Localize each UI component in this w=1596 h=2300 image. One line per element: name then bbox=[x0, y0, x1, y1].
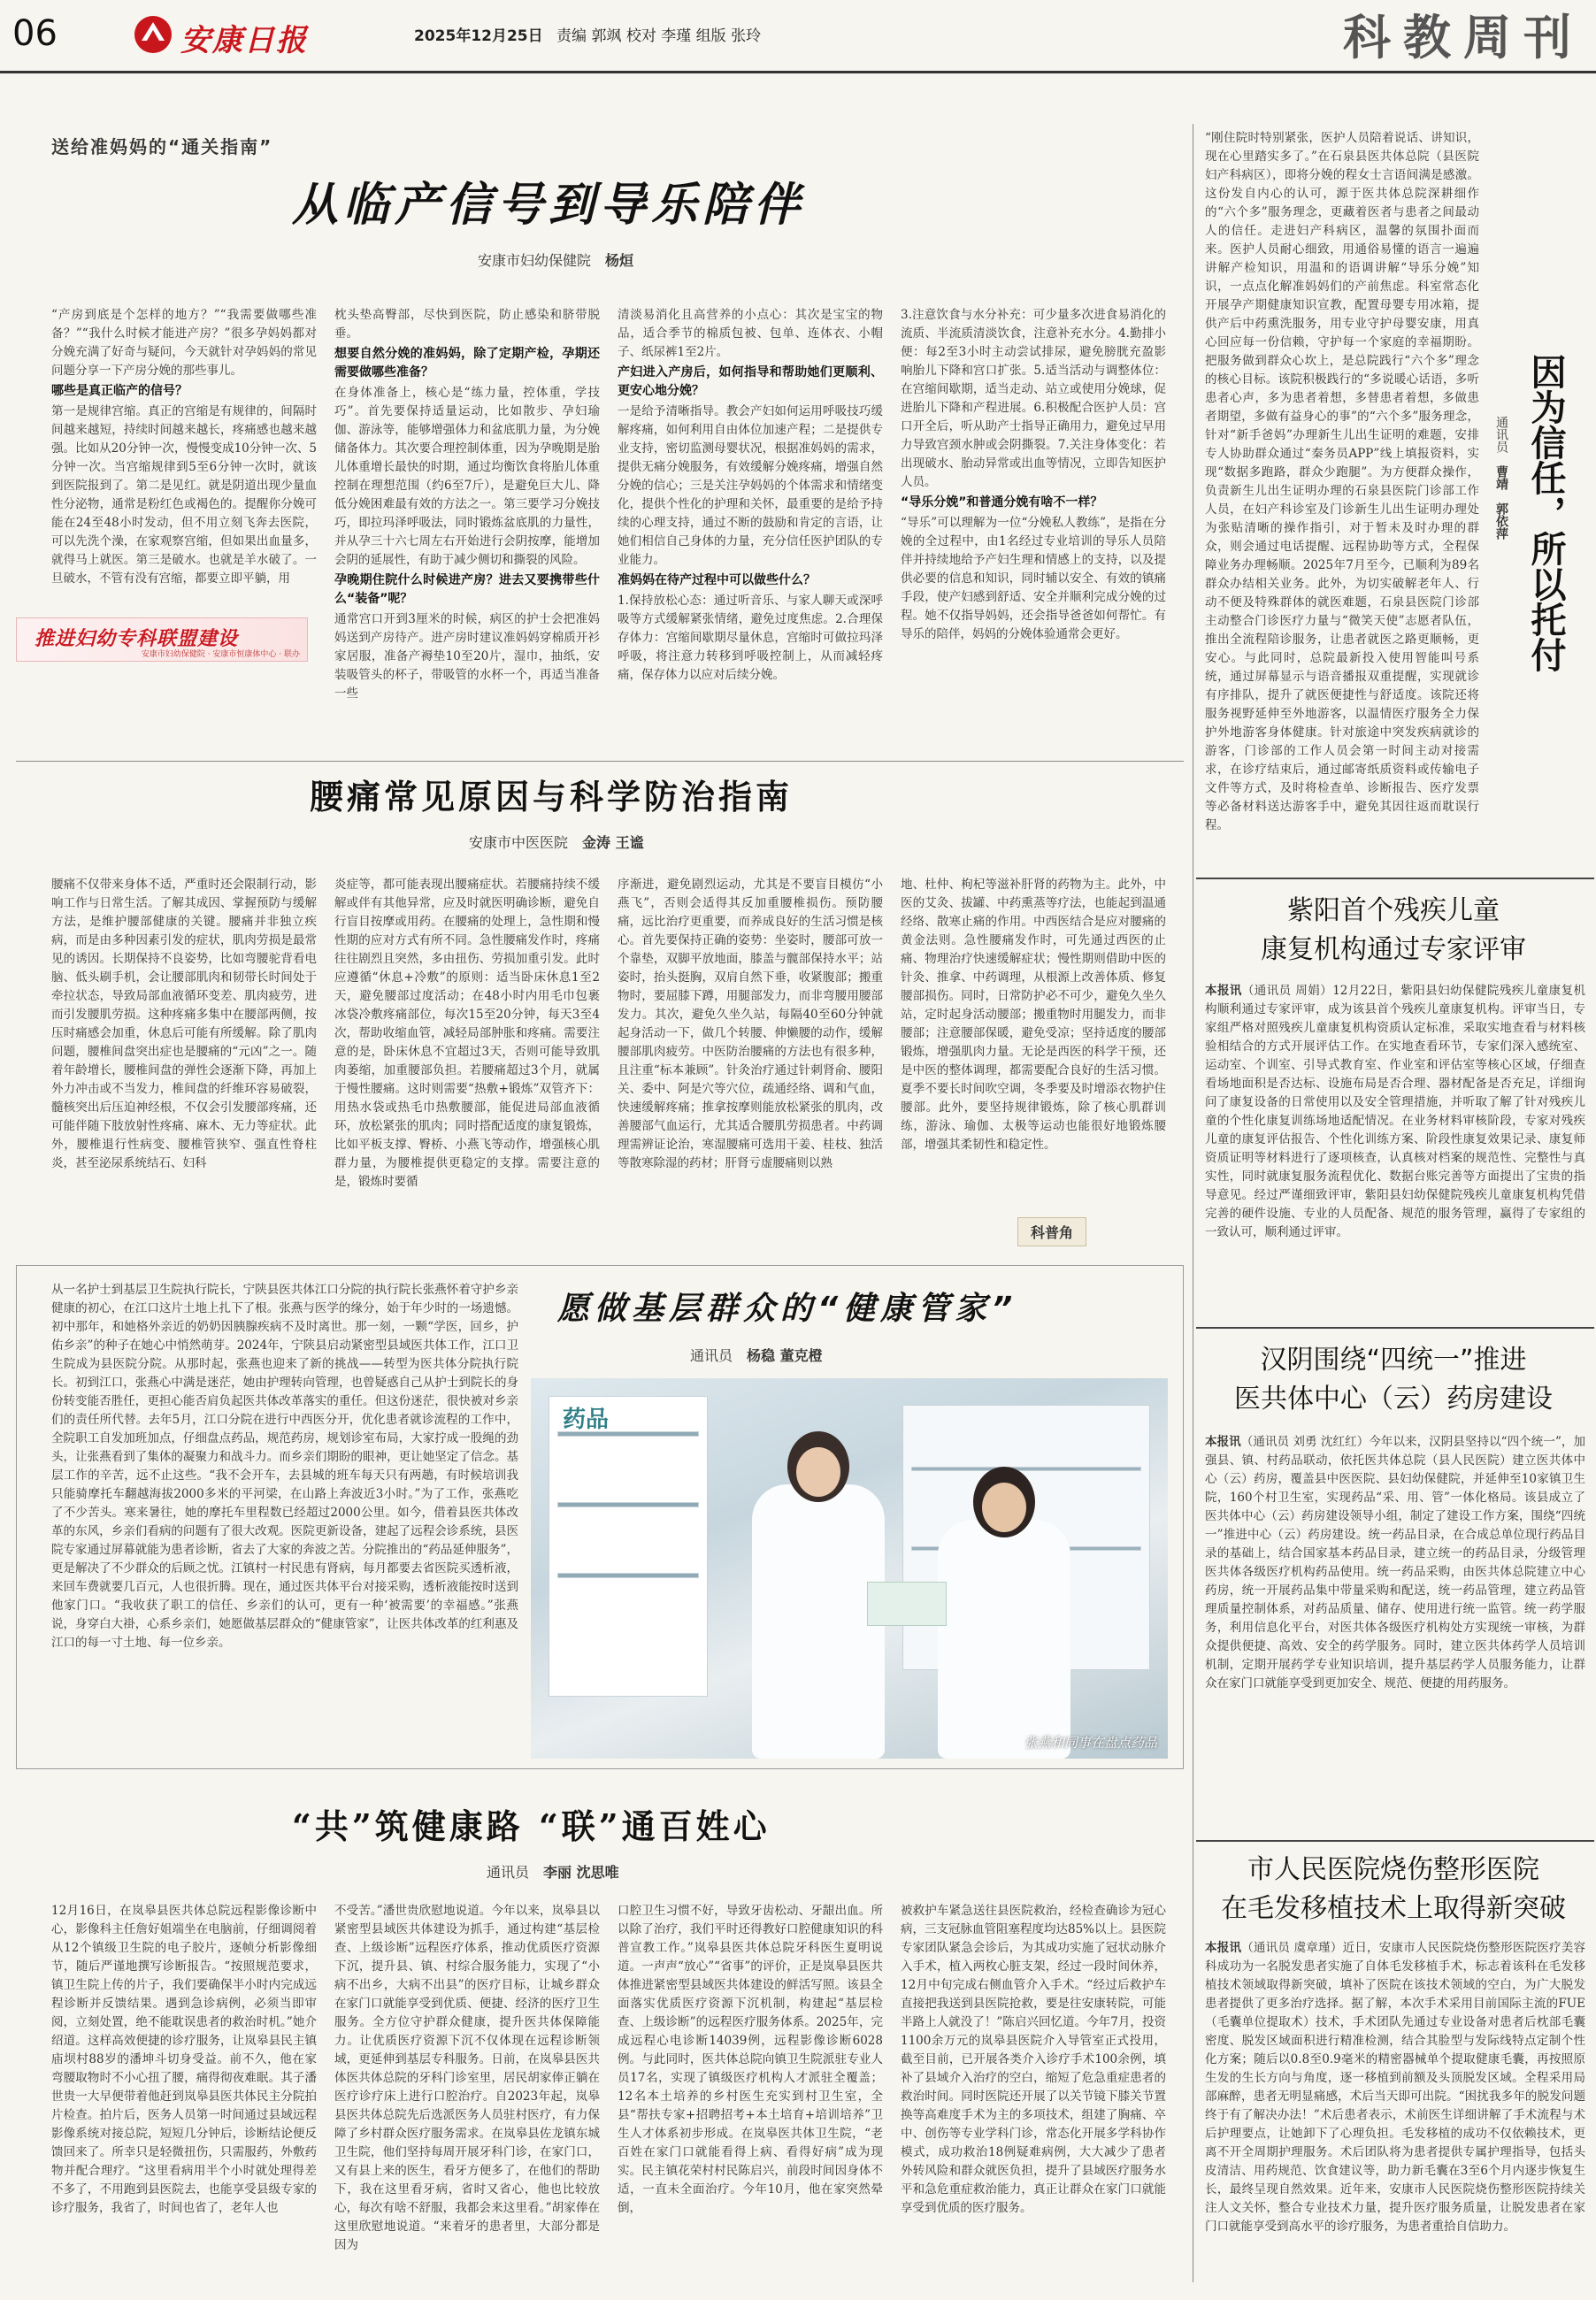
issue-date: 2025年12月25日 bbox=[414, 27, 543, 45]
article2-col1: 腰痛不仅带来身体不适，严重时还会限制行动，影响工作与日常生活。了解其成因、掌握预防与缓解方法，是维护腰部健康的关键。腰痛并非独立疾病，而是由多种因素引发的症状，肌肉劳损是最常见的诱因。长期保持不良姿势，比如弯腰驼背看电脑、低头刷手机，会让腰部肌肉和韧带长时间处于牵拉状态，导致局部血液循环变差、肌肉疲劳，进而引发腰肌劳损。这种疼痛多集中在腰部两侧，按压时痛感会加重，休息后可能有所缓解。除了肌肉问题，腰椎间盘突出症也是腰痛的“元凶”之一。随着年龄增长，腰椎间盘的弹性会逐渐下降，再加上外力冲击或不当发力，椎间盘的纤维环容易破裂，髓核突出后压迫神经根，不仅会引发腰部疼痛，还可能伴随下肢放射性疼痛、麻木、无力等症状。此外，腰椎退行性病变、腰椎管狭窄、强直性脊柱炎，甚至泌尿系统结石、妇科 bbox=[51, 878, 317, 1170]
sidebar4-title: 市人民医院烧伤整形医院 在毛发移植技术上取得新突破 bbox=[1221, 1854, 1566, 1924]
header-meta bbox=[414, 23, 761, 45]
article4-byline: 通讯员 李丽 沈思唯 bbox=[487, 1864, 619, 1881]
article4-col1: 12月16日，在岚皋县医共体总院远程影像诊断中心，影像科主任詹好姐端坐在电脑前，仔细调阅着从12个镇级卫生院的电子胶片，逐帧分析影像细节，随后严谨地撰写诊断报告。“按照规范要求，镇卫生院上传的片子，我们要确保半小时内完成远程诊断并反馈结果。遇到急诊病例，必须当即审阅，立刻处置，绝不能耽误患者的救治时机。”她介绍道。这样高效便捷的诊疗服务，让岚皋县民主镇庙坝村88岁的潘坤斗切身受益。前不久，他在家弯腰取物时不小心扭了腰，痛得彻夜难眠。其子潘世贵一大早便带着他赶到岚皋县医共体民主分院拍片检查。拍片后，医务人员第一时间通过县域远程影像系统对接总院，短短几分钟后，诊断结论便反馈回来了。所幸只是轻微扭伤，只需服药，外敷药物并配合理疗。“这里看病用半个小时就处理得差不多了，不用跑到县医院去，也能享受县级专家的诊疗服务，我省了，时间也省了，老年人也 bbox=[51, 1904, 317, 2215]
article1-byline: 安康市妇幼保健院 杨烜 bbox=[478, 252, 634, 269]
sidebar4-body: 本报讯（通讯员 虞章瑾）近日，安康市人民医院烧伤整形医院医疗美容科成功为一名脱发患者实施了自体毛发移植手术，标志着该科在毛发移植技术领域取得新突破，填补了医院在该技术领域的空白，为广大脱发患者提供了更多治疗选择。据了解，本次手术采用目前国际主流的FUE（毛囊单位提取术）技术，手术团队先通过专业设备对患者后枕部毛囊密度、脱发区域面积进行精准检测，结合其脸型与发际线特点定制个性化方案；随后以0.8至0.9毫米的精密器械单个提取健康毛囊，再按照原生发的生长方向与角度，逐一移植到前额及头顶脱发区域。全程采用局部麻醉，患者无明显痛感，术后当天即可出院。“困扰我多年的脱发问题终于有了解决办法！”术后患者表示，术前医生详细讲解了手术流程与术后护理要点，让她卸下了心理负担。毛发移植的成功不仅依赖技术，更离不开全周期护理服务。术后团队将为患者提供专属护理指导，包括头皮清洁、用药规范、饮食建议等，助力新毛囊在3至6个月内逐步恢复生长，最终呈现自然效果。近年来，安康市人民医院烧伤整形医院持续关注人文关怀，整合专业技术力量，提升医疗服务质量，让脱发患者在家门口就能享受到高水平的诊疗服务，为患者重拾自信助力。 bbox=[1205, 1941, 1586, 2234]
article2-title: 腰痛常见原因与科学防治指南 bbox=[310, 777, 794, 816]
sidebar2-bottom-rule bbox=[1196, 1327, 1594, 1329]
sidebar3-bottom-rule bbox=[1196, 1840, 1594, 1842]
article1-title: 从临产信号到导乐陪伴 bbox=[292, 179, 806, 232]
page-number: 06 bbox=[12, 13, 58, 54]
sidebar3-title: 汉阴围绕“四统一”推进 医共体中心（云）药房建设 bbox=[1234, 1345, 1553, 1414]
editors: 责编 郭飒 校对 李瑾 组版 张玲 bbox=[556, 27, 762, 45]
sidebar1-body: “刚住院时特别紧张，医护人员陪着说话、讲知识，现在心里踏实多了。”在石泉县医共体总院（县医院妇产科病区），即将分娩的程女士言语间满是感激。这份发自内心的认可，源于医共体总院深耕细作的“六个多”服务理念，更藏着医者与患者之间最动人的信任。走进妇产科病区，温馨的氛围扑面而来。医护人员耐心细致，用通俗易懂的语言一遍遍讲解产检知识，用温和的语调讲解“导乐分娩”知识，一点点化解准妈妈们的产前焦虑。科室常态化开展孕产期健康知识宣教，配置母婴专用冰箱，提供产后中药熏洗服务，用专业守护母婴安康，用真心回应每一份信赖，守护每一个家庭的幸福期盼。把服务做到群众心坎上，是总院践行“六个多”理念的核心目标。该院积极践行的“多说暖心话语，多听患者心声，多为患者着想，多替患者着想，多做患者期望，多做有益身心的事”的“六个多”服务理念，针对“新手爸妈”办理新生儿出生证明的难题，安排专人协助群众通过“秦务员APP”线上填报资料，实现“数据多跑路，群众少跑腿”。为方便群众操作，负责新生儿出生证明办理的石泉县医院门诊部工作人员，在妇产科诊室及门诊新生儿出生证明办理处为张贴清晰的操作指引，对于暂未及时办理的群众，则会通过电话提醒、远程协助等方式，全程保障业务办理畅顺。2025年7月至今，已顺利为89名群众办结相关业务。此外，为切实破解老年人、行动不便及特殊群体的就医难题，石泉县医院门诊部主动整合门诊医疗力量与“微笑天使”志愿者队伍，推出全流程陪诊服务，让患者就医之路更顺畅，更安心。与此同时，总院最新投入使用智能叫号系统，通过屏幕显示与语音播报双重提醒，实现就诊有序排队，提升了就医便捷性与舒适度。该院还将服务视野延伸至外地游客，以温情医疗服务全力保护外地游客身体健康。针对旅途中突发疾病就诊的游客，门诊部的工作人员会第一时间主动对接需求，在诊疗结束后，通过邮寄纸质资料或传输电子文件等方式，及时将检查单、诊断报告、医疗发票等必备材料送达游客手中，避免其因往返而耽误行程。 bbox=[1205, 131, 1479, 832]
pharmacy-sign: 药品 bbox=[563, 1407, 610, 1433]
masthead-emblem-icon bbox=[133, 14, 173, 55]
article2-col2: 炎症等，都可能表现出腰痛症状。若腰痛持续不缓解或伴有其他异常，应及时就医明确诊断，避免自行盲目按摩或用药。在腰痛的处理上，急性期和慢性期的应对方式有所不同。急性腰痛发作时，疼痛往往剧烈且突然，多由扭伤、劳损加重引发。此时应遵循“休息+冷敷”的原则：适当卧床休息1至2天，避免腰部过度活动；在48小时内用毛巾包裹冰袋冷敷疼痛部位，每次15至20分钟，每天3至4次，帮助收缩血管，减轻局部肿胀和疼痛。需要注意的是，卧床休息不宜超过3天，否则可能导致肌肉萎缩，加重腰部负担。若腰痛超过3个月，就属于慢性腰痛。这时则需要“热敷+锻炼”双管齐下：用热水袋或热毛巾热敷腰部，能促进局部血液循环，放松紧张的肌肉；同时搭配适度的康复锻炼，比如平板支撑、臀桥、小燕飞等动作，增强核心肌群力量，为腰椎提供更稳定的支撑。需要注意的是，锻炼时要循 bbox=[334, 878, 600, 1189]
article1-kicker: 送给准妈妈的“通关指南” bbox=[51, 136, 273, 157]
article2-col3: 序渐进，避免剧烈运动，尤其是不要盲目模仿“小燕飞”，否则会适得其反加重腰椎损伤。预防腰痛，远比治疗更重要，而养成良好的生活习惯是核心。首先要保持正确的姿势：坐姿时，腰部可放一个靠垫，双脚平放地面，膝盖与髋部保持水平；站姿时，抬头挺胸，双肩自然下垂，收紧腹部；搬重物时，要屈膝下蹲，用腿部发力，而非弯腰用腰部发力。其次，避免久坐久站，每隔40至60分钟就起身活动一下，做几个转腰、伸懒腰的动作，缓解腰部肌肉疲劳。中医防治腰痛的方法也有很多种，且注重“标本兼顾”。针灸治疗通过针刺肾俞、腰阳关、委中、阿是穴等穴位，疏通经络、调和气血，快速缓解疼痛；推拿按摩则能放松紧张的肌肉，改善腰部气血运行，尤其适合腰肌劳损患者。中药调理需辨证论治，寒湿腰痛可选用干姜、桂枝、独活等散寒除湿的药材；肝肾亏虚腰痛则以熟 bbox=[618, 878, 883, 1170]
article3-title: 愿做基层群众的“健康管家” bbox=[557, 1291, 1018, 1327]
article2-tag: 科普角 bbox=[1017, 1217, 1086, 1246]
paper-logo bbox=[133, 14, 327, 58]
sidebar2-body: 本报讯（通讯员 周娟）12月22日，紫阳县妇幼保健院残疾儿童康复机构顺利通过专家评审，成为该县首个残疾儿童康复机构。评审当日，专家组严格对照残疾儿童康复机构资质认定标准，采取实地查看与材料核验相结合的方式开展评估工作。在实地查看环节，专家们深入感统室、运动室、个训室、引导式教育室、作业室和评估室等核心区域，仔细查看场地面积是否达标、设施布局是否合理、器材配备是否充足，详细询问了康复设备的日常使用以及安全管理措施，并听取了解了针对残疾儿童的个性化康复训练场地适配情况。在业务材料审核阶段，专家对残疾儿童的康复评估报告、个性化训练方案、阶段性康复效果记录、康复师资质证明等材料进行了逐项核查，认真核对档案的规范性、完整性与真实性，同时就康复服务流程优化、数据台账完善等方面提出了宝贵的指导意见。经过严谨细致评审，紫阳县妇幼保健院残疾儿童康复机构凭借完善的硬件设施、专业的人员配备、规范的服务管理，赢得了专家组的一致认可，顺利通过评审。 bbox=[1205, 984, 1586, 1239]
sidebar3-body: 本报讯（通讯员 刘勇 沈红红）今年以来，汉阴县坚持以“四个统一”，加强县、镇、村药品联动，依托医共体总院（县人民医院）建立医共体中心（云）药房，覆盖县中医医院、县妇幼保健院，并延伸至10家镇卫生院，160个村卫生室，实现药品“采、用、管”一体化格局。该县成立了医共体中心（云）药房建设领导小组，制定了建设工作方案，围绕“四统一”推进中心（云）药房建设。统一药品目录，在合成总单位现行药品目录的基础上，结合国家基本药品目录，建立统一的药品目录，分级管理医共体各级医疗机构药品使用。统一药品采购，由医共体总院建立中心药房，统一开展药品集中带量采购和配送，统一药品管理，建立药品管理质量控制体系，对药品质量、储存、使用进行统一监管。统一药学服务，利用信息化平台，对医共体各级医疗机构处方实现统一审核，为群众提供便捷、高效、安全的药学服务。同时，建立医共体药学人员培训机制，定期开展药学专业知识培训，提升基层药学人员服务能力，让群众在家门口就能享受到更加安全、规范、便捷的用药服务。 bbox=[1205, 1435, 1585, 1690]
article3-body: 从一名护士到基层卫生院执行院长，宁陕县医共体江口分院的执行院长张燕怀着守护乡亲健康的初心，在江口这片土地上扎下了根。张燕与医学的缘分，始于年少时的一场遗憾。初中那年，和她格外亲近的奶奶因胰腺疾病不及时离世。那一刻，一颗“学医，回乡，护佑乡亲”的种子在她心中悄然萌芽。2024年，宁陕县启动紧密型县域医共体工作，江口卫生院成为县医院分院。从那时起，张燕也迎来了新的挑战——转型为医共体分院执行院长。初到江口，张燕心中满是迷茫，她由护理转向管理，也曾疑惑自己从护士到院长的身份转变能否胜任，更担心能否肩负起医共体改革落实的重任。但这份迷茫，很快被对乡亲们的责任所代替。去年5月，江口分院在进行中西医分开，优化患者就诊流程的工作中，全院职工自发加班加点，仔细盘点药品，规范药房，规划诊室布局，大家拧成一股绳的劲头，让张燕看到了集体的凝聚力和战斗力。而乡亲们期盼的眼神，更让她坚定了信念。基层工作的辛苦，远不止这些。“我不会开车，去县城的班车每天只有两趟，有时候培训我只能骑摩托车翻越海拔2000多米的平河梁，在山路上奔波近3小时。”为了工作，张燕吃了不少苦头。寒来暑往，她的摩托车里程数已经超过2000公里。如今，借着县医共体改革的东风，乡亲们看病的问题有了很大改观。医院更新设备，建起了远程会诊系统，县医院专家通过屏幕就能为患者诊断，省去了大家的奔波之苦。分院推出的“药品延伸服务”，更是解决了不少群众的后顾之忧。江镇村一村民患有肾病，每月都要去省医院买透析液，来回车费就要几百元，人也很折腾。现在，通过医共体平台对接采购，透析液能按时送到他家门口。“我收获了职工的信任、乡亲们的认可，更有一种‘被需要’的幸福感。”张燕说，身穿白大褂，心系乡亲们，她愿做基层群众的“健康管家”，让医共体改革的红利惠及江口的每一寸土地、每一位乡亲。 bbox=[51, 1283, 518, 1650]
article1-col3: 清淡易消化且高营养的小点心：其次是宝宝的物品，适合季节的棉质包被、包单、连体衣、小帽子、纸尿裤1至2片。 产妇进入产房后，如何指导和帮助她们更顺利、更安心地分娩？ 一是给予清晰指导。教会产妇如何运用呼吸技巧缓解疼痛，如何利用自由体位加速产程；二是提供专业支持，密切监测母婴状况，根据准妈妈的需求，提供无痛分娩服务，有效缓解分娩疼痛，增强自然分娩的信心；三是关注孕妈妈的个体需求和情绪变化，提供个性化的护理和关怀，最重要的是给予持续的心理支持，通过不断的鼓励和肯定的言语，让她们相信自己身体的力量，充分信任医护团队的专业能力。 准妈妈在待产过程中可以做些什么？ 1.保持放松心态：通过听音乐、与家人聊天或深呼吸等方式缓解紧张情绪，避免过度焦虑。2.合理保存体力：宫缩间歇期尽量休息，宫缩时可做拉玛泽呼吸，将注意力转移到呼吸控制上，从而减轻疼痛，保存体力以应对后续分娩。 bbox=[618, 308, 883, 682]
article3-byline: 通讯员 杨稳 董克橙 bbox=[690, 1347, 823, 1364]
sidebar2-title: 紫阳首个残疾儿童 康复机构通过专家评审 bbox=[1261, 895, 1526, 965]
photo-caption: 张燕和同事在盘点药品 bbox=[1024, 1735, 1157, 1751]
sidebar1-title: 因为信任，所以托付 bbox=[1525, 354, 1566, 672]
article2-col4: 地、杜仲、枸杞等滋补肝肾的药物为主。此外，中医的艾灸、拔罐、中药熏蒸等疗法，也能起到温通经络、散寒止痛的作用。中西医结合是应对腰痛的黄金法则。急性腰痛发作时，可先通过西医的止痛、物理治疗快速缓解症状；慢性期则借助中医的针灸、推拿、中药调理，从根源上改善体质、修复腰部损伤。同时，日常防护必不可少，避免久坐久站，定时起身活动腰部；搬重物时用腿发力，而非腰部；注意腰部保暖，避免受凉；坚持适度的腰部锻炼，增强肌肉力量。无论是西医的科学干预，还是中医的整体调理，都需要配合良好的生活习惯。夏季不要长时间吹空调，冬季要及时增添衣物护住腰部。此外，要坚持规律锻炼，除了核心肌群训练，游泳、瑜伽、太极等运动也能很好地锻炼腰部，增强其柔韧性和稳定性。 bbox=[901, 878, 1166, 1152]
paper-name: 安康日报 bbox=[180, 23, 308, 58]
article4-title: “共”筑健康路 “联”通百姓心 bbox=[292, 1806, 771, 1846]
header-rule bbox=[0, 71, 1596, 73]
article1-col1: “产房到底是个怎样的地方？”“我需要做哪些准备？”“我什么时候才能进产房？”很多孕妈妈都对分娩充满了好奇与疑问，今天就针对孕妈妈的常见问题分享一下产房分娩的那些事儿。 哪些是真正临产的信号？ 第一是规律宫缩。真正的宫缩是有规律的，间隔时间越来越短，持续时间越来越长，疼痛感也越来越强。比如从20分钟一次，慢慢变成10分钟一次、5分钟一次。当宫缩规律到5至6分钟一次时，就该到医院报到了。第二是见红。就是阴道出现少量血性分泌物，通常是粉红色或褐色的。提醒你分娩可能在24至48小时发动，但不用立刻飞奔去医院，可以先洗个澡，在家观察宫缩，但如果出血量多，就得马上就医。第三是破水。也就是羊水破了。一旦破水，不管有没有宫缩，都要立即平躺，用 bbox=[51, 308, 317, 586]
promo-banner-title: 推进妇幼专科联盟建设 bbox=[35, 628, 239, 650]
article1-col2: 枕头垫高臀部，尽快到医院，防止感染和脐带脱垂。 想要自然分娩的准妈妈，除了定期产检，孕期还需要做哪些准备？ 在身体准备上，核心是“练力量，控体重，学技巧”。首先要保持适量运动，比如散步、孕妇瑜伽、游泳等，能够增强体力和盆底肌力量，为分娩储备体力。其次要合理控制体重，因为孕晚期是胎儿体重增长最快的时期，通过均衡饮食将胎儿体重控制在理想范围（约6至7斤），是避免巨大儿、降低分娩困难最有效的方法之一。第三要学习分娩技巧，即拉玛泽呼吸法，同时锻炼盆底肌的力量性，并从孕三十六七周左右开始进行会阴按摩，能增加会阴的延展性，有助于减少侧切和撕裂的风险。 孕晚期住院什么时候进产房？进去又要携带些什么“装备”呢？ 通常宫口开到3厘米的时候，病区的护士会把准妈妈送到产房待产。进产房时建议准妈妈穿棉质开衫家居服，准备产褥垫10至20片，湿巾，抽纸，安装吸管头的杯子，带吸管的水杯一个，再适当准备一些 bbox=[334, 308, 600, 701]
article4-col4: 被救护车紧急送往县医院救治，经检查确诊为冠心病，三支冠脉血管阻塞程度均达85%以上。县医院专家团队紧急会诊后，为其成功实施了冠状动脉介入手术，植入两枚心脏支架，经过一段时间休养，12月中旬完成右侧血管介入手术。“经过后救护车直接把我送到县医院抢救，要是往安康转院，可能半路上人就没了！”陈启兴回忆道。今年7月，投资1100余万元的岚皋县医院介入导管室正式投用，截至目前，已开展各类介入诊疗手术100余例，填补了县域介入治疗的空白，缩短了危急重症患者的救治时间。同时医院还开展了以关节镜下膝关节置换等高难度手术为主的多项技术，组建了胸痛、卒中、创伤等专业学科门诊，常态化开展多学科协作模式，成功救治18例疑难病例，大大减少了患者外转风险和群众就医负担，提升了县域医疗服务水平和急危重症救治能力，真正让群众在家门口就能享受到优质的医疗服务。 bbox=[901, 1904, 1167, 2215]
article1-bottom-rule bbox=[16, 761, 1184, 762]
promo-banner-sub: 安康市妇幼保健院 · 安康市恒康体中心 · 联办 bbox=[141, 650, 300, 659]
article1-col4: 3.注意饮食与水分补充：可少量多次进食易消化的流质、半流质清淡饮食，注意补充水分。4.勤排小便：每2至3小时主动尝试排尿，避免膀胱充盈影响胎儿下降和宫口扩张。5.适当活动与调整体位：在宫缩间歇期，适当走动、站立或使用分娩球，促进胎儿下降和产程进展。6.积极配合医护人员：宫口开全后，听从助产士指导正确用力，避免过早用力导致宫颈水肿或会阴撕裂。7.关注身体变化：若出现破水、胎动异常或出血等情况，立即告知医护人员。 “导乐分娩”和普通分娩有啥不一样？ “导乐”可以理解为一位“分娩私人教练”，是指在分娩的全过程中，由1名经过专业培训的导乐人员陪伴并持续地给予产妇生理和情感上的支持，以及提供必要的信息和知识，同时辅以安全、有效的镇痛手段，使产妇感到舒适、安全并顺利完成分娩的过程。她不仅指导妈妈，还会指导爸爸如何帮忙。有导乐的陪伴，妈妈的分娩体验通常会更好。 bbox=[901, 308, 1166, 641]
article2-byline: 安康市中医医院 金涛 王谧 bbox=[469, 834, 644, 851]
sidebar1-bottom-rule bbox=[1196, 878, 1594, 879]
section-title: 科教周刊 bbox=[1343, 9, 1584, 65]
article4-col3: 口腔卫生习惯不好，导致牙齿松动、牙龈出血。所以除了治疗，我们平时还得教好口腔健康知识的科普宣教工作。”岚皋县医共体总院牙科医生夏明说道。一声声“放心”“省事”的评价，正是岚皋县医共体推进紧密型县域医共体建设的鲜活写照。该县全面落实优质医疗资源下沉机制，构建起“基层检查、上级诊断”的远程医疗服务体系。2025年，完成远程心电诊断14039例，远程影像诊断6028例。与此同时，医共体总院向镇卫生院派驻专业人员17名，实现了镇级医疗机构人才派驻全覆盖；12名本土培养的乡村医生充实到村卫生室，全县“帮扶专家+招聘招考+本土培育+培训培养”卫生人才体系初步形成。在岚皋医共体卫生院，“老百姓在家门口就能看得上病、看得好病”成为现实。民主镇花荣村村民陈启兴，前段时间因身体不适，一直未全面治疗。今年10月，他在家突然晕倒， bbox=[618, 1904, 883, 2215]
sidebar1-byline: 通讯员 曹靖 郭依萍 bbox=[1494, 416, 1508, 540]
article3-photo bbox=[531, 1378, 1168, 1759]
article4-col2: 不受苦。”潘世贵欣慰地说道。今年以来，岚皋县以紧密型县域医共体建设为抓手，通过构建“基层检查、上级诊断”远程医疗体系，推动优质医疗资源下沉，提升县、镇、村综合服务能力，实现了“小病不出乡，大病不出县”的医疗目标，让城乡群众在家门口就能享受到优质、便捷、经济的医疗卫生服务。全方位守护群众健康，提升医共体保障能力。让优质医疗资源下沉不仅体现在远程诊断领域，更延伸到基层专科服务。日前，在岚皋县医共体医共体总院的牙科门诊室里，居民胡家俸正躺在医疗诊疗床上进行口腔治疗。自2023年起，岚皋县医共体总院先后选派医务人员驻村医疗，有力保障了乡村群众医疗服务需求。在岚皋县佐龙镇东城卫生院，他们坚持每周开展牙科门诊，在家门口，又有县上来的医生，看牙方便多了，在他们的帮助下，我在这里看牙病，省时又省心，他也比较放心，每次有啥不舒服，我都会来这里看。”胡家俸在这里欣慰地说道。“来着牙的患者里，大部分都是因为 bbox=[334, 1904, 600, 2252]
promo-banner bbox=[16, 617, 308, 662]
